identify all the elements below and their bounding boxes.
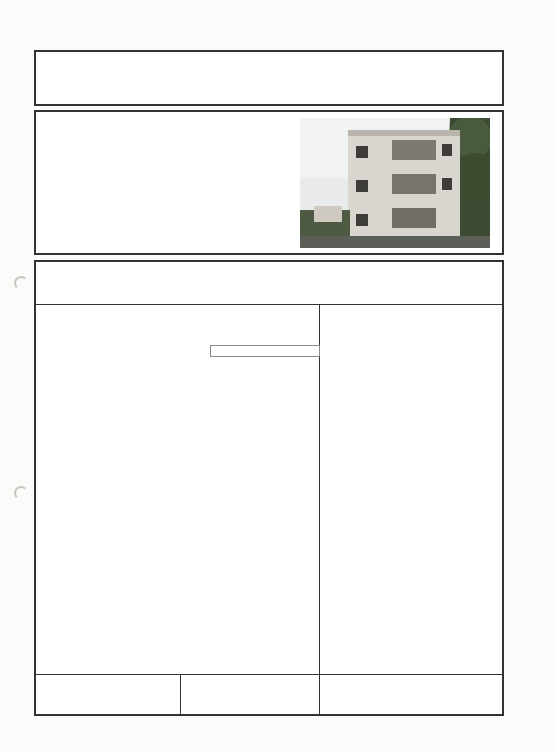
punch-hole-top (14, 276, 28, 290)
psc-row (46, 151, 48, 161)
street-row (46, 132, 48, 142)
divider-totals (36, 674, 502, 675)
divider-totals-left (180, 674, 181, 714)
right-column-heading (320, 313, 502, 349)
divider-title (36, 304, 502, 305)
punch-hole-bottom (14, 486, 28, 500)
header-box (34, 50, 504, 106)
type-row (46, 170, 48, 180)
left-column-heading (36, 313, 319, 349)
divider-columns (319, 305, 320, 715)
building-photo (300, 118, 490, 248)
unit-label (210, 345, 320, 357)
